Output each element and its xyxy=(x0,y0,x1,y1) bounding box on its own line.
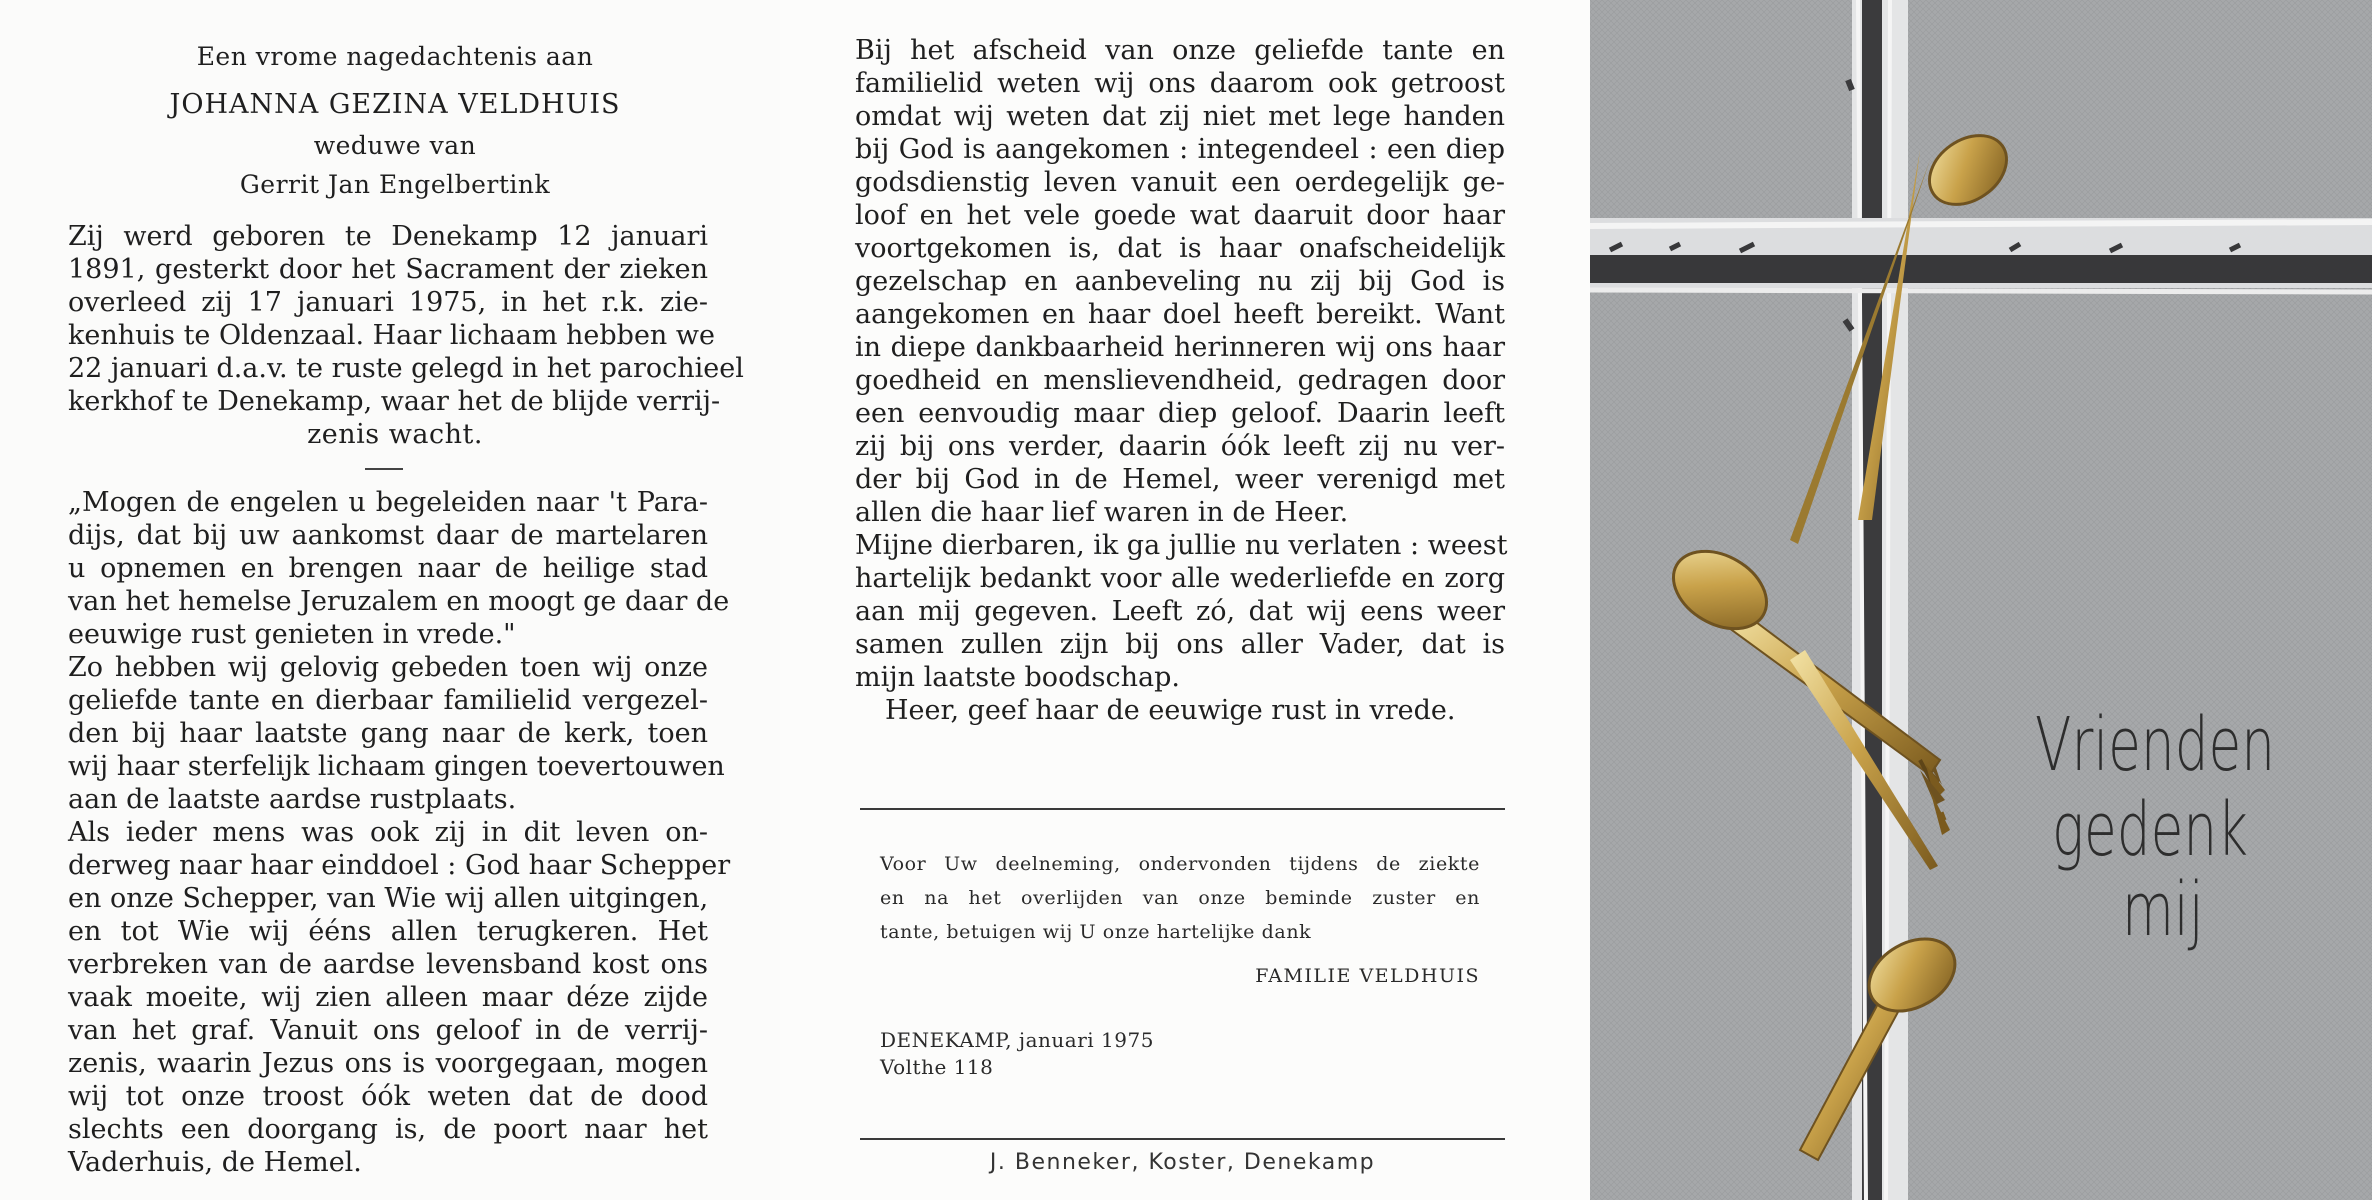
card-cover xyxy=(1590,0,2372,1200)
body-line: slechts een doorgang is, de poort naar het xyxy=(68,1114,708,1145)
divider-bottom xyxy=(860,1138,1505,1140)
bio-line: kerkhof te Denekamp, waar het de blijde verrij- xyxy=(68,386,721,417)
prayer-line: dijs, dat bij uw aankomst daar de martelaren xyxy=(68,520,708,551)
body-line: Als ieder mens was ook zij in dit leven on- xyxy=(68,817,708,848)
card-title-line: mij xyxy=(2122,867,2204,953)
body-line: en onze Schepper, van Wie wij allen uitgingen, xyxy=(68,883,709,914)
memorial-intro: Een vrome nagedachtenis aan xyxy=(196,42,594,71)
prayer-line: van het hemelse Jeruzalem en moogt ge daar de xyxy=(68,586,730,617)
body-line: vaak moeite, wij zien alleen maar déze zijde xyxy=(68,982,708,1013)
printer-credit: J. Benneker, Koster, Denekamp xyxy=(989,1150,1376,1175)
body-line: een eenvoudig maar diep geloof. Daarin leeft xyxy=(855,398,1505,429)
body-line: wij tot onze troost óók weten dat de dood xyxy=(68,1081,708,1112)
body-line: Zo hebben wij gelovig gebeden toen wij onze xyxy=(68,652,708,683)
body-line: samen zullen zijn bij ons aller Vader, dat is xyxy=(855,629,1505,660)
prayer-line: eeuwige rust genieten in vrede." xyxy=(68,619,516,650)
body-line: Vaderhuis, de Hemel. xyxy=(68,1147,362,1178)
body-line: goedheid en menslievendheid, gedragen door xyxy=(855,365,1505,396)
card-title-line: Vrienden xyxy=(2035,702,2276,788)
body-line: derweg naar haar einddoel : God haar Schepper xyxy=(68,850,731,881)
body-line: zij bij ons verder, daarin óók leeft zij nu ver- xyxy=(855,431,1505,462)
divider-top xyxy=(860,808,1505,810)
spouse-name: Gerrit Jan Engelbertink xyxy=(239,170,551,199)
deceased-name: JOHANNA GEZINA VELDHUIS xyxy=(169,89,621,120)
card-title-line: gedenk xyxy=(2052,787,2248,873)
body-line: godsdienstig leven vanuit een oerdegelijk ge- xyxy=(855,167,1505,198)
body-line: aan mij gegeven. Leeft zó, dat wij eens weer xyxy=(855,596,1505,627)
body-line: bij God is aangekomen : integendeel : een diep xyxy=(855,134,1505,165)
body-line: aangekomen en haar doel heeft bereikt. Want xyxy=(855,299,1505,330)
thanks-line: en na het overlijden van onze beminde zuster en xyxy=(880,887,1480,909)
body-line: Bij het afscheid van onze geliefde tante en xyxy=(855,35,1505,66)
body-line: loof en het vele goede wat daaruit door haar xyxy=(855,200,1505,231)
prayer-line: u opnemen en brengen naar de heilige stad xyxy=(68,553,708,584)
body-line: aan de laatste aardse rustplaats. xyxy=(68,784,517,815)
body-line: den bij haar laatste gang naar de kerk, toen xyxy=(68,718,708,749)
body-line: zenis, waarin Jezus ons is voorgegaan, mogen xyxy=(68,1048,708,1079)
bio-line: 1891, gesterkt door het Sacrament der zieken xyxy=(68,254,708,285)
prayer-line: „Mogen de engelen u begeleiden naar 't Para- xyxy=(68,487,708,518)
body-line: voortgekomen is, dat is haar onafscheidelijk xyxy=(855,233,1505,264)
address: Volthe 118 xyxy=(880,1055,994,1079)
body-line: wij haar sterfelijk lichaam gingen toevertouwen xyxy=(68,751,725,782)
cross-and-nails-illustration xyxy=(1590,0,2372,1200)
body-line: hartelijk bedankt voor alle wederliefde en zorg xyxy=(855,563,1505,594)
body-line: verbreken van de aardse levensband kost ons xyxy=(68,949,708,980)
body-line: allen die haar lief waren in de Heer. xyxy=(855,497,1349,528)
body-line: Mijne dierbaren, ik ga jullie nu verlaten : weest xyxy=(855,530,1508,561)
left-page xyxy=(0,0,780,1200)
bio-line: zenis wacht. xyxy=(307,419,483,450)
thanks-line: tante, betuigen wij U onze hartelijke dank xyxy=(880,921,1312,943)
body-line: geliefde tante en dierbaar familielid vergezel- xyxy=(68,685,708,716)
body-line: der bij God in de Hemel, weer verenigd met xyxy=(855,464,1505,495)
body-line: omdat wij weten dat zij niet met lege handen xyxy=(855,101,1505,132)
bio-line: Zij werd geboren te Denekamp 12 januari xyxy=(68,221,708,252)
thanks-line: Voor Uw deelneming, ondervonden tijdens de ziekte xyxy=(880,853,1480,875)
family-signature: FAMILIE VELDHUIS xyxy=(1255,965,1480,987)
closing-prayer: Heer, geef haar de eeuwige rust in vrede. xyxy=(885,695,1456,726)
body-line: gezelschap en aanbeveling nu zij bij God is xyxy=(855,266,1505,297)
body-line: mijn laatste boodschap. xyxy=(855,662,1180,693)
body-line: in diepe dankbaarheid herinneren wij ons haar xyxy=(855,332,1505,363)
body-line: familielid weten wij ons daarom ook getroost xyxy=(855,68,1505,99)
bio-line: 22 januari d.a.v. te ruste gelegd in het parochieel xyxy=(68,353,744,384)
widow-of: weduwe van xyxy=(313,131,477,160)
bio-line: kenhuis te Oldenzaal. Haar lichaam hebben we xyxy=(68,320,715,351)
body-line: en tot Wie wij ééns allen terugkeren. Het xyxy=(68,916,708,947)
bio-line: overleed zij 17 januari 1975, in het r.k. zie- xyxy=(68,287,708,318)
body-line: van het graf. Vanuit ons geloof in de verrij- xyxy=(68,1015,708,1046)
separator xyxy=(365,468,403,470)
place-date: DENEKAMP, januari 1975 xyxy=(880,1028,1154,1052)
